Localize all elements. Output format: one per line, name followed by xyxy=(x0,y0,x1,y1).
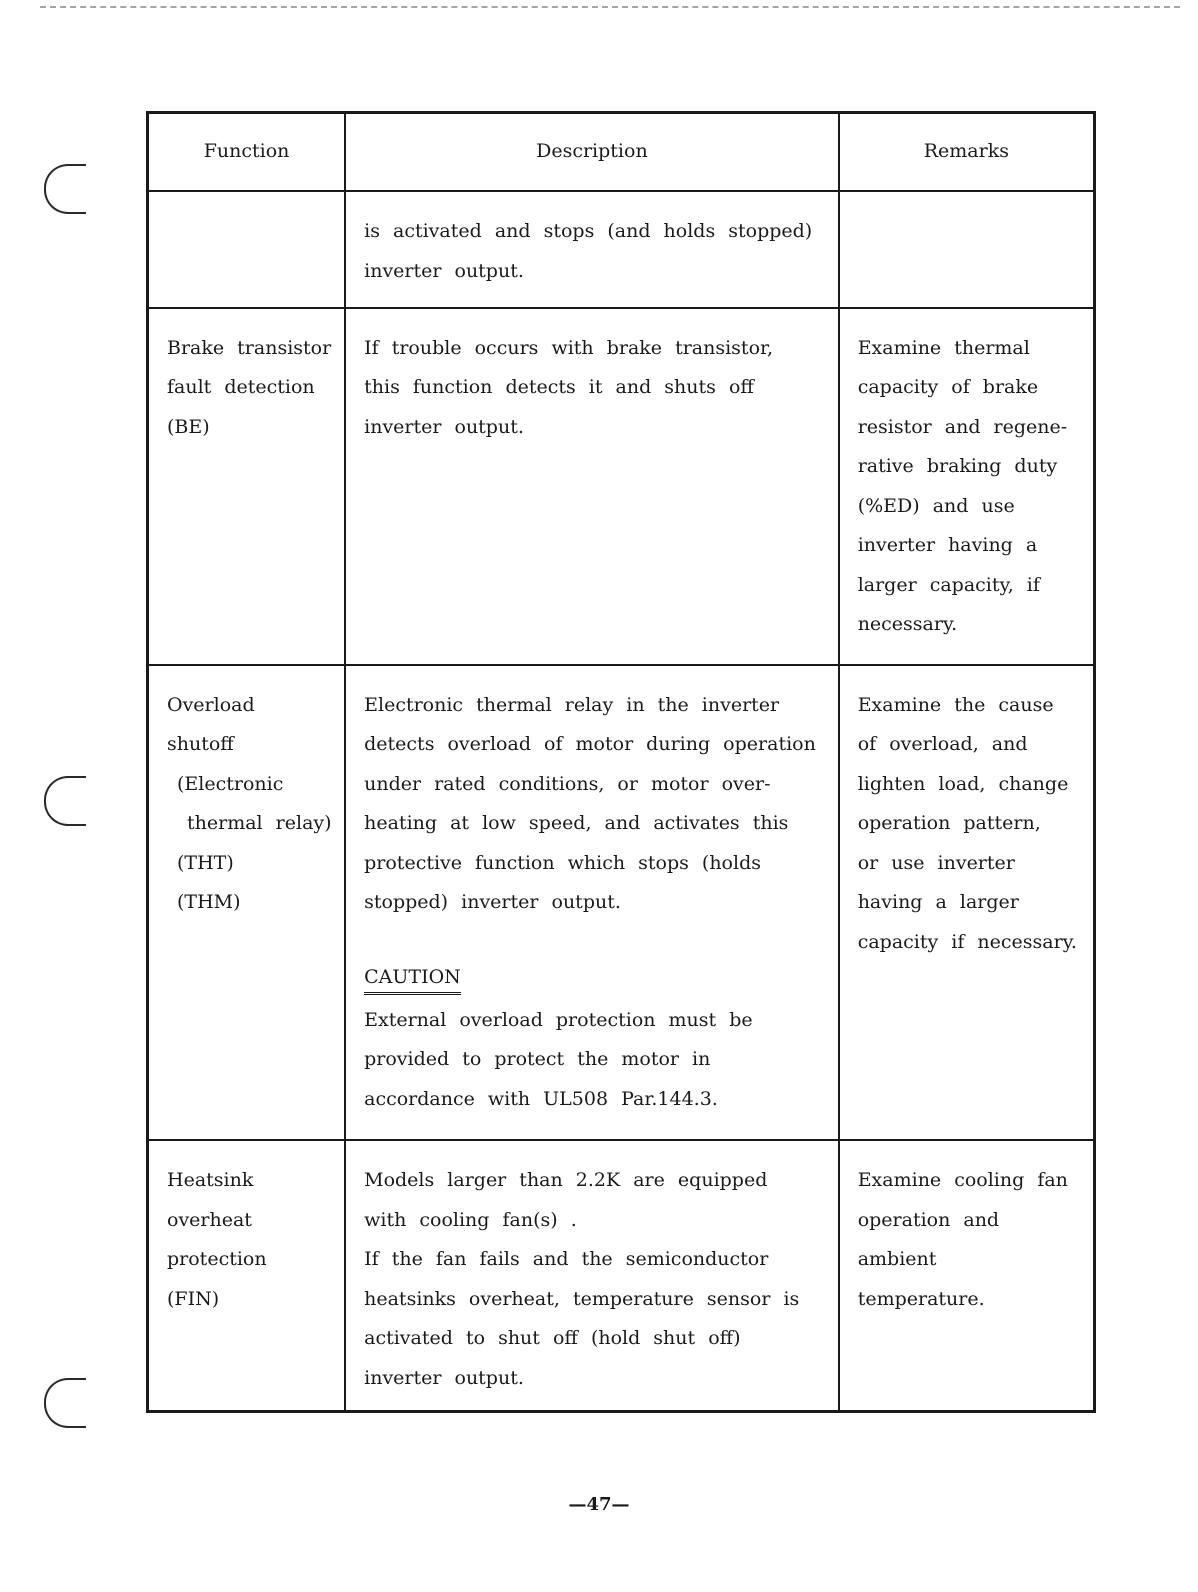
description-cell-overload-shutoff xyxy=(345,665,839,1141)
table-header-row xyxy=(148,113,1095,192)
table-row-continued xyxy=(148,191,1095,308)
header-function: Function xyxy=(148,113,346,192)
description-cell-brake-transistor: If trouble occurs with brake transistor, this function detects it and shuts off inverter output. xyxy=(345,308,839,665)
table-row-brake-transistor xyxy=(148,308,1095,665)
table-row-heatsink-overheat xyxy=(148,1140,1095,1411)
function-cell-continued xyxy=(148,191,346,308)
description-cell-continued: is activated and stops (and holds stopped) inverter output. xyxy=(345,191,839,308)
protective-functions-table xyxy=(146,111,1096,1413)
caution-text: External overload protection must be provided to protect the motor in accordance with UL508 Par.144.3. xyxy=(364,1008,753,1110)
function-line-thm: (THM) xyxy=(177,891,241,913)
remarks-cell-overload-shutoff: Examine the cause of overload, and lighten load, change operation pattern, or use inverter having a larger capacity if necessary. xyxy=(839,665,1095,1141)
caution-heading: CAUTION xyxy=(364,962,461,995)
function-cell-overload-shutoff xyxy=(148,665,346,1141)
page-number: —47— xyxy=(568,1494,630,1515)
binder-hole-bottom xyxy=(44,1378,86,1428)
table-row-overload-shutoff xyxy=(148,665,1095,1141)
remarks-cell-brake-transistor: Examine thermal capacity of brake resistor and regene- rative braking duty (%ED) and use inverter having a larger capacity, if necessary. xyxy=(839,308,1095,665)
function-line-overload-shutoff: Overload shutoff xyxy=(167,693,255,755)
description-cell-heatsink-overheat: Models larger than 2.2K are equipped with cooling fan(s) . If the fan fails and the semiconductor heatsinks overheat, temperature sensor is activated to shut off (hold shut off) inverter output. xyxy=(345,1140,839,1411)
binder-hole-middle xyxy=(44,776,86,826)
header-description: Description xyxy=(345,113,839,192)
function-line-thermal-relay: thermal relay) xyxy=(187,812,332,834)
function-cell-brake-transistor: Brake transistor fault detection (BE) xyxy=(148,308,346,665)
header-remarks: Remarks xyxy=(839,113,1095,192)
remarks-cell-heatsink-overheat: Examine cooling fan operation and ambient temperature. xyxy=(839,1140,1095,1411)
overload-description-text: Electronic thermal relay in the inverter detects overload of motor during operation under rated conditions, or motor over- heating at low speed, and activates this protective function which stops (holds stopped) inverter output. xyxy=(364,693,816,913)
binder-hole-top xyxy=(44,164,86,214)
function-cell-heatsink-overheat: Heatsink overheat protection (FIN) xyxy=(148,1140,346,1411)
remarks-cell-continued xyxy=(839,191,1095,308)
function-line-electronic: (Electronic xyxy=(177,772,284,795)
function-line-tht: (THT) xyxy=(177,851,234,874)
scan-top-edge xyxy=(40,6,1180,8)
